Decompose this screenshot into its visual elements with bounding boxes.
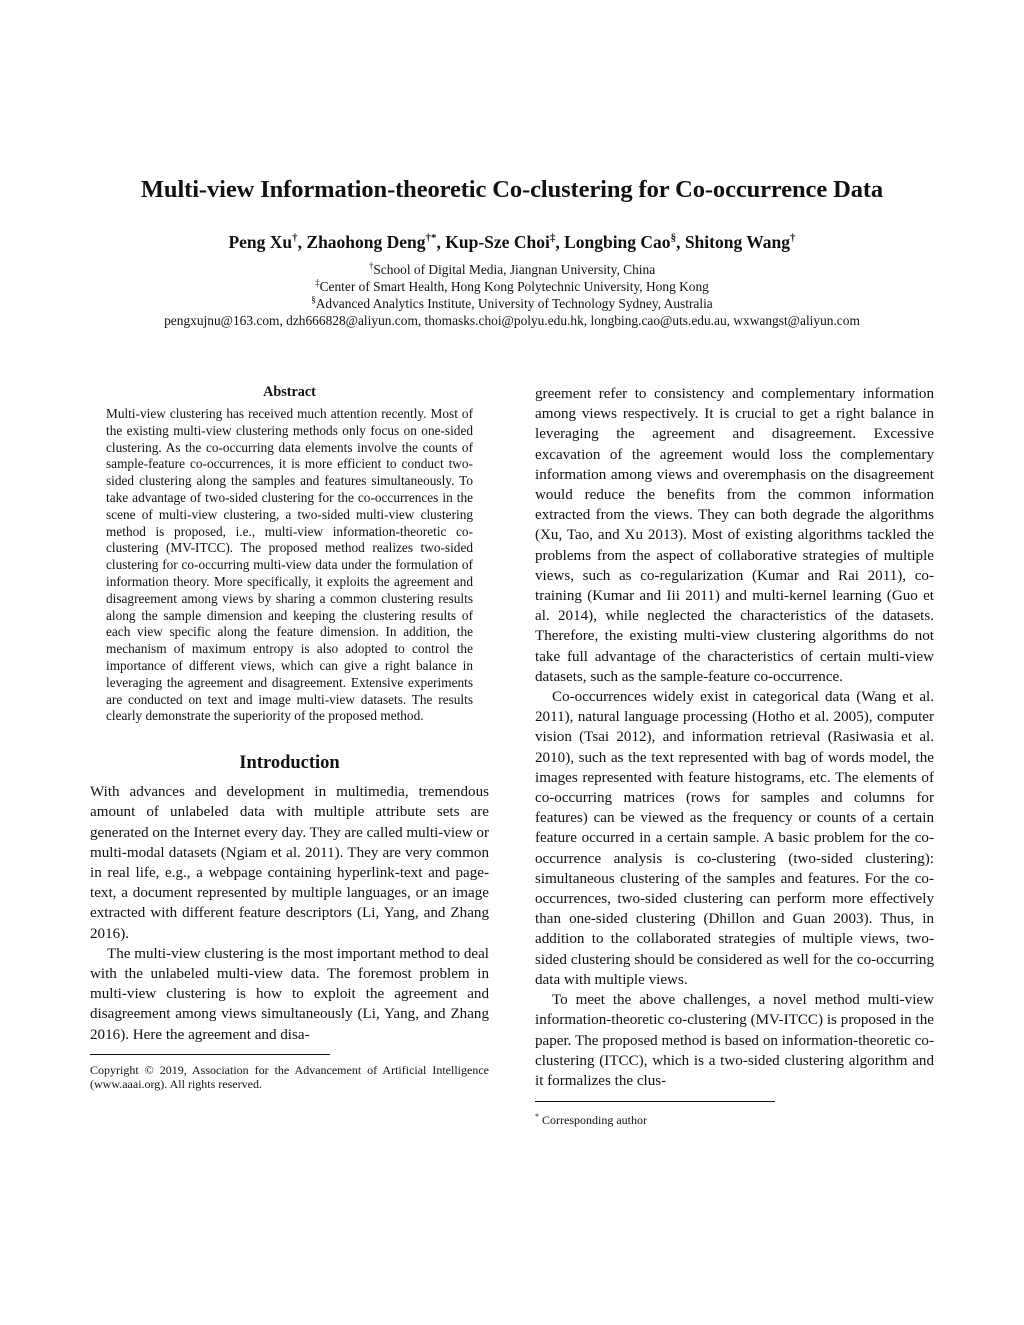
body-paragraph: The multi-view clustering is the most important method to deal with the unlabeled multi-view data. The foremost problem in multi-view clustering is how to exploit the agreement and disagreement among views simultaneously (Li, Yang, and Zhang 2016). Here the agreement and disa-: [90, 945, 489, 1043]
author-name: Zhaohong Deng: [306, 232, 426, 252]
body-paragraph: Co-occurrences widely exist in categorical data (Wang et al. 2011), natural language processing (Hotho et al. 2005), computer vision (Tsai 2012), and information retrieval (Rasiwasia et al. 2010), such as the text represented with bag of words model, the images represented with feature histograms, etc. The elements of co-occurring matrices (rows for samples and columns for features) can be viewed as the frequency or counts of a certain feature occurred in a certain sample. A basic problem for the co-occurrence analysis is co-clustering (two-sided clustering): simultaneous clustering of the samples and features. For the co-occurrences, two-sided clustering can perform more effectively than one-sided clustering (Dhillon and Guan 2003). Thus, in addition to the collaborated strategies of multiple views, two-sided clustering should be considered as well for the co-occurring data with multiple views.: [535, 689, 934, 988]
introduction-heading: Introduction: [239, 753, 340, 774]
left-column: [90, 384, 489, 1092]
footnote-rule: [535, 1101, 775, 1102]
affiliation: [0, 296, 1024, 312]
body-paragraph: With advances and development in multimedia, tremendous amount of unlabeled data with multiple attribute sets are generated on the Internet every day. They are called multi-view or multi-modal datasets (Ngiam et al. 2011). They are very common in real life, e.g., a webpage containing hyperlink-text and page-text, a document represented by multiple languages, or an image extracted with different feature descriptors (Li, Yang, and Zhang 2016).: [90, 784, 489, 942]
affiliation-mark: †: [368, 260, 374, 271]
author-mark: ‡: [549, 232, 556, 245]
author-emails: pengxujnu@163.com, dzh666828@aliyun.com, thomasks.choi@polyu.edu.hk, longbing.cao@uts.edu.au, wxwangst@aliyun.com: [164, 313, 860, 328]
affiliation-text: School of Digital Media, Jiangnan University, China: [373, 262, 656, 277]
body-paragraph: greement refer to consistency and complementary information among views respectively. It is crucial to get a right balance in leveraging the agreement and disagreement. Excessive excavation of the agreement would loss the complementary information among views and overemphasis on the disagreement would reduce the benefits from the common information extracted from the views. They can both degrade the algorithms (Xu, Tao, and Xu 2013). Most of existing algorithms tackled the problems from the aspect of collaborative strategies of multiple views, such as co-regularization (Kumar and Rai 2011), co-training (Kumar and Iii 2011) and multi-kernel learning (Guo et al. 2014), while neglected the characteristics of the datasets. Therefore, the existing multi-view clustering algorithms do not take full advantage of the characteristics of certain multi-view datasets, such as the sample-feature co-occurrence.: [535, 386, 934, 685]
author-name: Longbing Cao: [564, 232, 671, 252]
affiliation-text: Advanced Analytics Institute, University of Technology Sydney, Australia: [315, 296, 713, 311]
author-list: Peng Xu†, Zhaohong Deng†*, Kup-Sze Choi‡, Longbing Cao§, Shitong Wang†: [228, 232, 796, 252]
abstract-text: Multi-view clustering has received much attention recently. Most of the existing multi-view clustering methods only focus on one-sided clustering. As the co-occurring data elements involve the counts of sample-feature co-occurrences, it is more efficient to conduct two-sided clustering along the samples and features simultaneously. To take advantage of two-sided clustering for the co-occurrences in the scene of multi-view clustering, a two-sided multi-view clustering method is proposed, i.e., multi-view information-theoretic co-clustering (MV-ITCC). The proposed method realizes two-sided clustering for co-occurring multi-view data under the formulation of information theory. More specifically, it exploits the agreement and disagreement among views by sharing a common clustering results along the sample dimension and keeping the clustering results of each view specific along the feature dimension. In addition, the mechanism of maximum entropy is also adopted to control the importance of different views, which can give a right balance in leveraging the agreement and disagreement. Extensive experiments are conducted on text and image multi-view datasets. The results clearly demonstrate the superiority of the proposed method.: [106, 406, 473, 724]
author-mark: †*: [425, 232, 437, 245]
author-mark: §: [670, 232, 677, 245]
footnote-text: Corresponding author: [542, 1113, 647, 1128]
author-mark: †: [292, 232, 298, 245]
footnote-mark: *: [535, 1112, 539, 1122]
paper-title: Multi-view Information-theoretic Co-clustering for Co-occurrence Data: [140, 176, 884, 203]
author-mark: †: [790, 232, 796, 245]
affiliation: [0, 262, 1024, 278]
affiliation-mark: §: [311, 294, 316, 305]
author-name: Peng Xu: [228, 232, 293, 252]
author-name: Kup-Sze Choi: [445, 232, 550, 252]
affiliation: [0, 279, 1024, 295]
abstract-heading: Abstract: [263, 384, 316, 400]
corresponding-footnote: [535, 1110, 934, 1128]
affiliation-text: Center of Smart Health, Hong Kong Polytechnic University, Hong Kong: [319, 279, 709, 294]
footnote-rule: [90, 1054, 330, 1055]
copyright-footnote: Copyright © 2019, Association for the Advancement of Artificial Intelligence (www.aaai.org). All rights reserved.: [90, 1062, 489, 1092]
right-column: [535, 384, 934, 1128]
body-paragraph: To meet the above challenges, a novel method multi-view information-theoretic co-clustering (MV-ITCC) is proposed in the paper. The proposed method is based on information-theoretic co-clustering (ITCC), which is a two-sided clustering algorithm and it formalizes the clus-: [535, 992, 934, 1089]
affiliation-mark: ‡: [315, 277, 320, 288]
author-name: Shitong Wang: [684, 232, 791, 252]
